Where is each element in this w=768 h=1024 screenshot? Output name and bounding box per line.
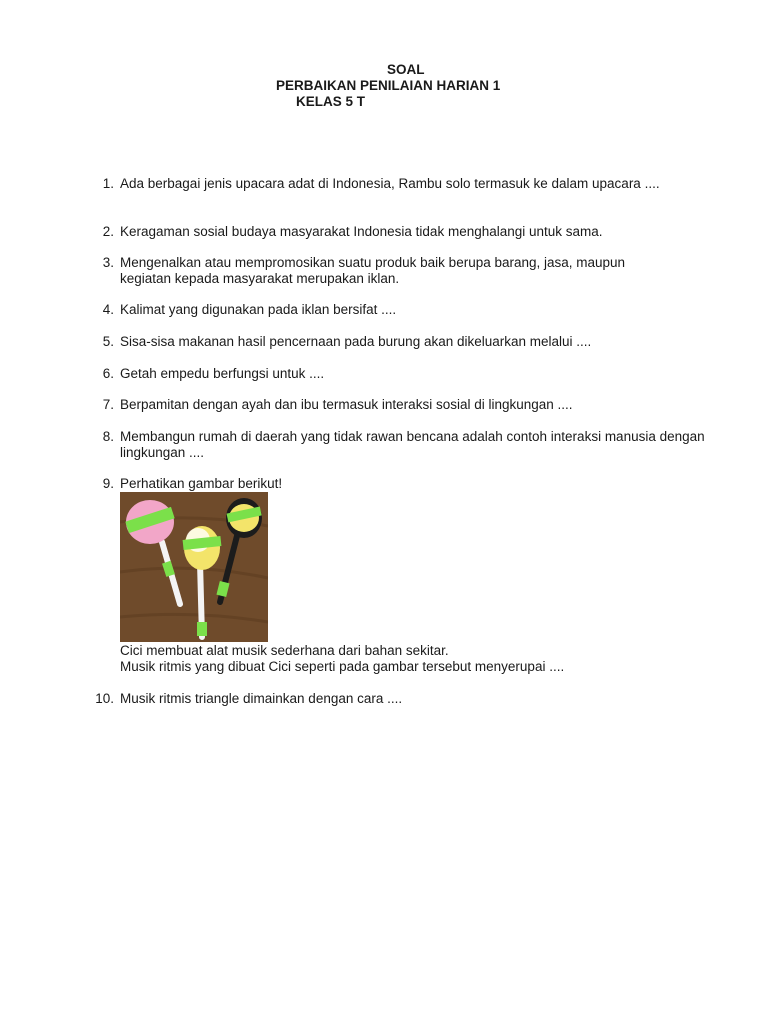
- header-line-class: KELAS 5 T: [296, 94, 366, 109]
- question-number: 9.: [102, 476, 114, 491]
- question-text: Perhatikan gambar berikut!: [120, 476, 283, 491]
- question-number: 8.: [102, 429, 114, 444]
- question-number: 2.: [102, 224, 114, 239]
- question-text: Ada berbagai jenis upacara adat di Indonesia, Rambu solo termasuk ke dalam upacara ....: [120, 176, 660, 191]
- question-9-caption-2: Musik ritmis yang dibuat Cici seperti pada gambar tersebut menyerupai ....: [120, 659, 565, 674]
- maracas-illustration: [120, 492, 268, 642]
- maracas-photo: [120, 492, 268, 642]
- question-text: Membangun rumah di daerah yang tidak rawan bencana adalah contoh interaksi manusia dengan lingkungan ....: [120, 429, 705, 460]
- question-text: Berpamitan dengan ayah dan ibu termasuk interaksi sosial di lingkungan ....: [120, 397, 573, 412]
- question-text: Keragaman sosial budaya masyarakat Indonesia tidak menghalangi untuk sama.: [120, 224, 603, 239]
- question-number: 4.: [102, 302, 114, 317]
- header-line-title: PERBAIKAN PENILAIAN HARIAN 1: [276, 78, 501, 93]
- question-text: Musik ritmis triangle dimainkan dengan cara ....: [120, 691, 403, 706]
- question-number: 5.: [102, 334, 114, 349]
- question-9-caption-1: Cici membuat alat musik sederhana dari bahan sekitar.: [120, 643, 449, 658]
- question-number: 6.: [102, 366, 114, 381]
- header-line-soal: SOAL: [387, 62, 425, 77]
- question-number: 7.: [102, 397, 114, 412]
- question-number: 3.: [102, 255, 114, 270]
- question-text: Getah empedu berfungsi untuk ....: [120, 366, 325, 381]
- question-number: 10.: [95, 691, 114, 706]
- question-text: Sisa-sisa makanan hasil pencernaan pada burung akan dikeluarkan melalui ....: [120, 334, 592, 349]
- question-number: 1.: [102, 176, 114, 191]
- question-text: Kalimat yang digunakan pada iklan bersifat ....: [120, 302, 397, 317]
- question-text: Mengenalkan atau mempromosikan suatu produk baik berupa barang, jasa, maupun kegiatan kepada masyarakat merupakan iklan.: [120, 255, 626, 286]
